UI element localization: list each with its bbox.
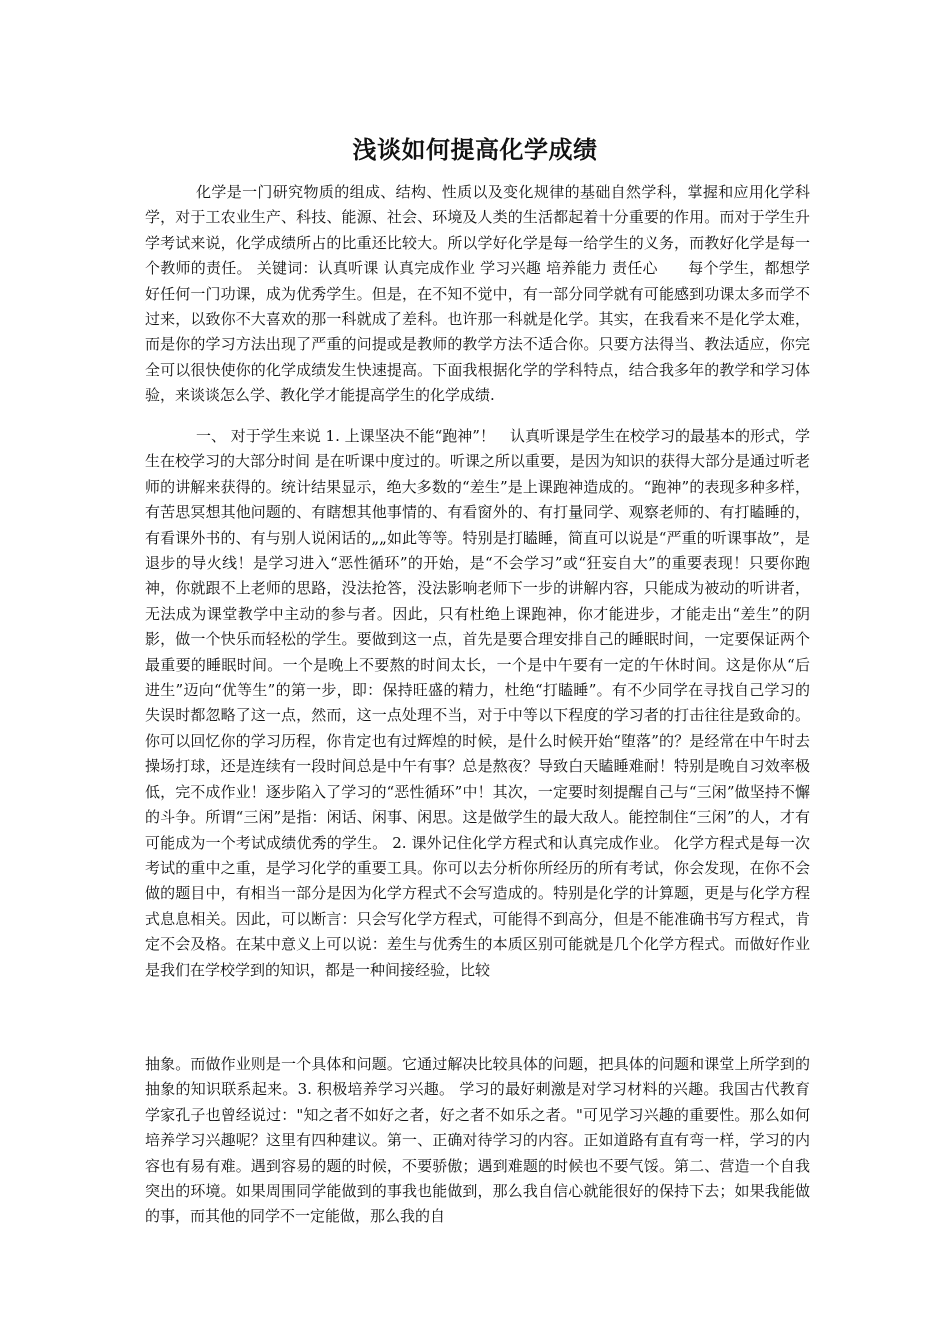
intro-paragraph: 化学是一门研究物质的组成、结构、性质以及变化规律的基础自然学科，掌握和应用化学科学，对于工农业生产、科技、能源、社会、环境及人类的生活都起着十分重要的作用。而对于学生升学考试来说，化学成绩所占的比重还比较大。所以学好化学是每一给学生的义务，而教好化学是每一个教师的责任。 关键词：认真听课 认真完成作业 学习兴趣 培养能力 责任心 每个学生，都想学好任何一门功课，成为优秀学生。但是，在不知不觉中，有一部分同学就有可能感到功课太多而学不过来，以致你不大喜欢的那一科就成了差科。也许那一科就是化学。其实，在我看来不是化学太难，而是你的学习方法出现了严重的问提或是教师的教学方法不适合你。只要方法得当、教法适应，你完全可以很快使你的化学成绩发生快速提高。下面我根据化学的学科特点，结合我多年的教学和学习体验，来谈谈怎么学、教化学才能提高学生的化学成绩. (145, 183, 810, 405)
intro-block (145, 180, 810, 409)
continuation-paragraph: 抽象。而做作业则是一个具体和问题。它通过解决比较具体的问题，把具体的问题和课堂上所学到的抽象的知识联系起来。3. 积极培养学习兴趣。 学习的最好刺激是对学习材料的兴趣。我国古代教育学家孔子也曾经说过："知之者不如好之者，好之者不如乐之者。"可见学习兴趣的重要性。那么如何培养学习兴趣呢？这里有四种建议。第一、正确对待学习的内容。正如道路有直有弯一样，学习的内容也有易有难。遇到容易的题的时候，不要骄傲；遇到难题的时候也不要气馁。第二、营造一个自我突出的环境。如果周围同学能做到的事我也能做到，那么我自信心就能很好的保持下去；如果我能做的事，而其他的同学不一定能做，那么我的自 (145, 1055, 810, 1226)
continuation-block (145, 1052, 810, 1230)
section-one-paragraph: 一、 对于学生来说 1. 上课坚决不能“跑神”！ 认真听课是学生在校学习的最基本的形式，学生在校学习的大部分时间 是在听课中度过的。听课之所以重要，是因为知识的获得大部分是通过听老师的讲解来获得的。统计结果显示，绝大多数的“差生”是上课跑神造成的。“跑神”的表现多种多样，有苦思冥想其他问题的、有瞎想其他事情的、有看窗外的、有打量同学、观察老师的、有打瞌睡的，有看课外书的、有与别人说闲话的„„如此等等。特别是打瞌睡，简直可以说是“严重的听课事故”，是退步的导火线！是学习进入“恶性循环”的开始，是“不会学习”或“狂妄自大”的重要表现！只要你跑神，你就跟不上老师的思路，没法抢答，没法影响老师下一步的讲解内容，只能成为被动的听讲者，无法成为课堂教学中主动的参与者。因此，只有杜绝上课跑神，你才能进步，才能走出“差生”的阴影，做一个快乐而轻松的学生。要做到这一点，首先是要合理安排自己的睡眠时间，一定要保证两个最重要的睡眠时间。一个是晚上不要熬的时间太长，一个是中午要有一定的午休时间。这是你从“后进生”迈向“优等生”的第一步，即：保持旺盛的精力，杜绝“打瞌睡”。有不少同学在寻找自己学习的失误时都忽略了这一点，然而，这一点处理不当，对于中等以下程度的学习者的打击往往是致命的。你可以回忆你的学习历程，你肯定也有过辉煌的时候，是什么时候开始“堕落”的？是经常在中午时去操场打球，还是连续有一段时间总是中午有事？总是熬夜？导致白天瞌睡难耐！特别是晚自习效率极低，完不成作业！逐步陷入了学习的“恶性循环”中！其次，一定要时刻提醒自己与“三闲”做坚持不懈的斗争。所谓“三闲”是指：闲话、闲事、闲思。这是做学生的最大敌人。能控制住“三闲”的人，才有可能成为一个考试成绩优秀的学生。 2. 课外记住化学方程式和认真完成作业。 化学方程式是每一次考试的重中之重，是学习化学的重要工具。你可以去分析你所经历的所有考试，你会发现，在你不会做的题目中，有相当一部分是因为化学方程式不会写造成的。特别是化学的计算题，更是与化学方程式息息相关。因此，可以断言：只会写化学方程式，可能得不到高分，但是不能准确书写方程式，肯定不会及格。在某中意义上可以说：差生与优秀生的本质区别可能就是几个化学方程式。而做好作业是我们在学校学到的知识，都是一种间接经验，比较 (145, 427, 810, 979)
document-title: 浅谈如何提高化学成绩 (352, 135, 598, 164)
section-one-block (145, 424, 810, 983)
